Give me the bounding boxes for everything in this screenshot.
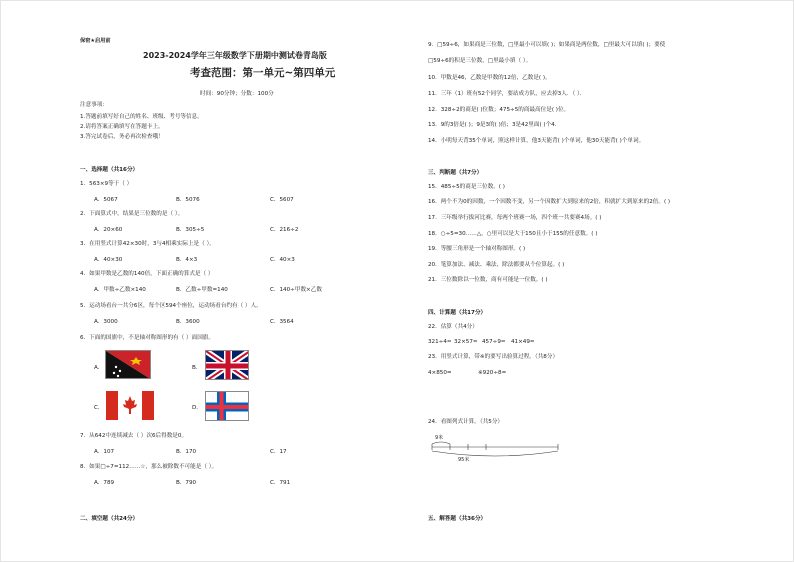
exam-timing: 时间：90分钟；分数：100分 (200, 91, 274, 97)
q3-option-c[interactable]: C．40×3 (270, 257, 295, 263)
question-20: 20．笔算加法、减法、乘法、除法都要从个位算起。( ) (428, 262, 565, 268)
section-choice-heading: 一、选择题（共16分） (80, 167, 139, 173)
question-23: 23．用竖式计算，带※的要写出验算过程。（共8分） (428, 354, 559, 360)
exam-title: 2023-2024学年三年级数学下册期中测试卷青岛版 (143, 51, 327, 60)
right-column (428, 1, 768, 562)
question-8: 8．如果□÷7=112……☆，那么被除数不可能是（ ）。 (80, 464, 218, 470)
question-15: 15．485÷5的商是三位数。( ) (428, 184, 505, 190)
q1-option-a[interactable]: A．5067 (94, 197, 118, 203)
question-5: 5．运动场看台一共分6区，每个区594个座位，运动场看台约有（ ）人。 (80, 303, 262, 309)
exam-scope: 考查范围：第一单元~第四单元 (190, 67, 336, 79)
question-9-continued: □59÷6的积是三位数，□里最小填（ ）。 (428, 58, 532, 64)
q2-option-b[interactable]: B．305÷5 (176, 227, 205, 233)
flag-papua-new-guinea-icon[interactable] (105, 350, 151, 379)
q3-option-b[interactable]: B．4×3 (176, 257, 198, 263)
question-6: 6．下面的国旗中，不是轴对称图形的有（ ）面国旗。 (80, 335, 214, 341)
q7-option-c[interactable]: C．17 (270, 449, 287, 455)
flag-label-a[interactable]: A． (94, 365, 104, 371)
question-18: 18．○÷5=30……△，○里可以是大于150且小于155的任意数。( ) (428, 231, 598, 237)
estimate-item-2[interactable]: 32×57≈ (454, 339, 478, 345)
section-judge-heading: 三、判断题（共7分） (428, 170, 483, 176)
q4-option-b[interactable]: B．乙数÷甲数=140 (176, 287, 228, 293)
question-2: 2．下面算式中，结果是三位数的是（ ）。 (80, 211, 184, 217)
question-9: 9．□59÷6，如果商是三位数，□里最小可以填( )；如果商是两位数，□里最大可以填( )；要使 (428, 42, 666, 48)
q8-option-a[interactable]: A．789 (94, 480, 115, 486)
estimate-item-1[interactable]: 321÷4≈ (428, 339, 452, 345)
q4-option-c[interactable]: C．140÷甲数×乙数 (270, 287, 322, 293)
line-segment-diagram (428, 441, 568, 465)
estimate-item-3[interactable]: 457÷9≈ (482, 339, 506, 345)
notice-1: 1.答题前填写好自己的姓名、班级、考号等信息。 (80, 114, 203, 120)
question-10: 10．甲数是46，乙数是甲数的12倍，乙数是( )。 (428, 75, 551, 81)
q2-option-c[interactable]: C．216÷2 (270, 227, 299, 233)
q8-option-c[interactable]: C．791 (270, 480, 291, 486)
question-1: 1．563×9等于（ ） (80, 181, 133, 187)
column-calc-item-2[interactable]: ※920÷8= (478, 370, 507, 376)
q2-option-a[interactable]: A．20×60 (94, 227, 123, 233)
q1-option-c[interactable]: C．5607 (270, 197, 294, 203)
question-11: 11．三年（1）班有52个同学，要站成方队，应去掉3人．（ ）． (428, 91, 586, 97)
notice-2: 2.请将答案正确填写在答题卡上。 (80, 124, 164, 130)
question-7: 7．从642中连续减去（ ）次6后得数是0。 (80, 433, 188, 439)
question-24: 24．看图列式计算。（共5分） (428, 419, 504, 425)
notice-3: 3.答完试卷后，务必再次检查哦！ (80, 134, 164, 140)
section-fill-heading: 二、填空题（共24分） (80, 516, 139, 522)
question-13: 13．9的3倍是( )；9是3的( )倍；3是42里面( )个4． (428, 122, 561, 128)
left-column (80, 1, 420, 562)
section-solve-heading: 五、解答题（共36分） (428, 516, 487, 522)
question-3: 3．在用竖式计算42×30时，3与4相乘实际上是（ ）。 (80, 241, 215, 247)
q5-option-a[interactable]: A．3000 (94, 319, 118, 325)
question-16: 16．两个不为0的因数，一个因数不变，另一个因数扩大到原来的2倍，积就扩大到原来的2倍。( ) (428, 199, 671, 205)
section-calc-heading: 四、计算题（共17分） (428, 310, 487, 316)
question-17: 17．三年级举行拔河比赛，每两个班赛一场，四个班一共要赛4场。( ) (428, 215, 602, 221)
question-22: 22．估算（共4分） (428, 324, 478, 330)
diagram-segment-label: 9米 (435, 435, 444, 441)
q8-option-b[interactable]: B．790 (176, 480, 197, 486)
column-calc-item-1[interactable]: 4×850= (428, 370, 452, 376)
notice-heading: 注意事项： (80, 102, 108, 108)
q5-option-c[interactable]: C．3564 (270, 319, 294, 325)
flag-faroe-islands-icon[interactable] (205, 391, 249, 421)
diagram-total-label: 95米 (458, 457, 470, 463)
flag-label-d[interactable]: D． (192, 405, 202, 411)
question-4: 4．如果甲数是乙数的140倍，下面正确的算式是（ ） (80, 271, 214, 277)
question-14: 14．小明每天背35个单词，照这样计算，他3天能背( )个单词，他30天能背( )个单词。 (428, 138, 645, 144)
question-21: 21．三位数除以一位数，商有可能是一位数。( ) (428, 277, 548, 283)
question-19: 19．等腰三角形是一个轴对称图形。( ) (428, 246, 526, 252)
estimate-item-4[interactable]: 41×49≈ (511, 339, 535, 345)
flag-united-kingdom-icon[interactable] (205, 350, 249, 380)
flag-label-b[interactable]: B． (192, 365, 202, 371)
q1-option-b[interactable]: B．5076 (176, 197, 200, 203)
q3-option-a[interactable]: A．40×30 (94, 257, 123, 263)
q4-option-a[interactable]: A．甲数÷乙数×140 (94, 287, 146, 293)
flag-canada-icon[interactable] (106, 391, 154, 420)
flag-label-c[interactable]: C． (94, 405, 104, 411)
q7-option-a[interactable]: A．107 (94, 449, 115, 455)
question-12: 12．328÷2的商是( )位数；475÷5的商最高位是( )位。 (428, 107, 570, 113)
q5-option-b[interactable]: B．3600 (176, 319, 200, 325)
q7-option-b[interactable]: B．170 (176, 449, 197, 455)
confidential-label: 保密★启用前 (80, 38, 111, 44)
